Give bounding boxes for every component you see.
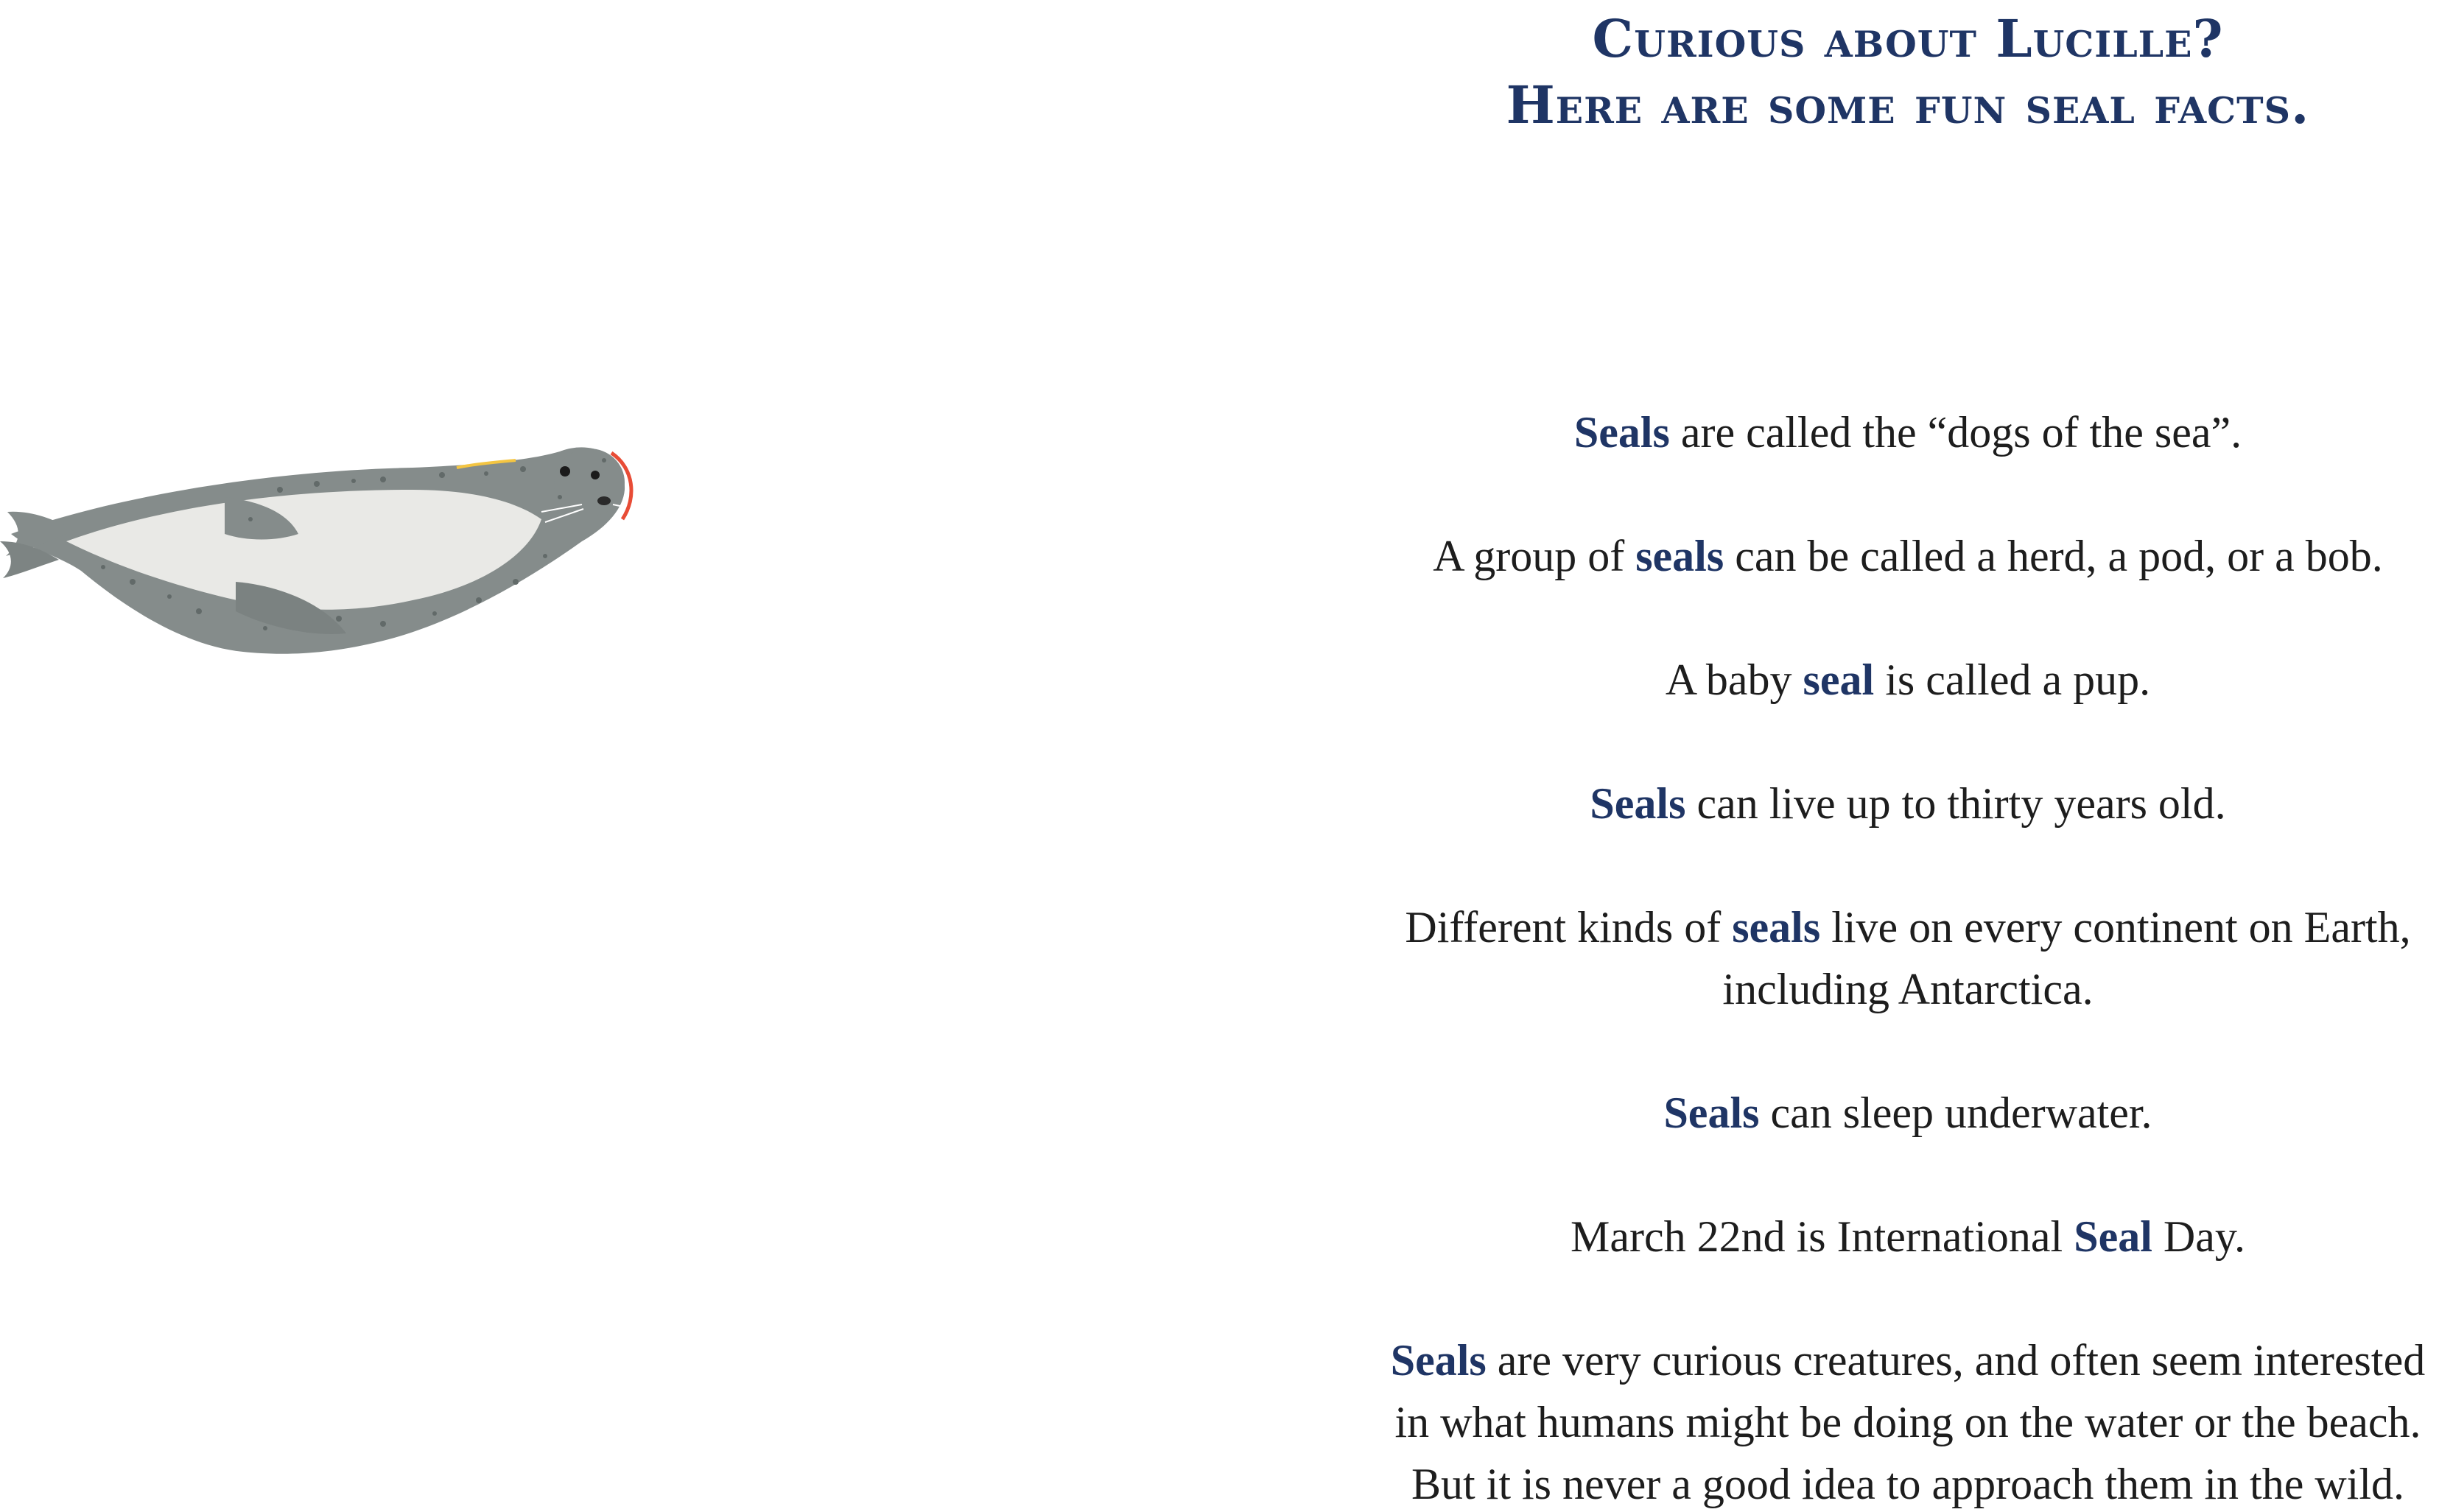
fact-text: can be called a herd, a pod, or a bob.	[1724, 532, 2383, 580]
fact-item	[1385, 401, 2431, 463]
fact-item	[1385, 525, 2431, 587]
seal-icon	[0, 431, 648, 674]
heading-line-1: Curious about Lucille?	[1592, 8, 2224, 69]
fact-keyword: seals	[1732, 903, 1821, 952]
heading-line-2: Here are some fun seal facts.	[1506, 74, 2310, 136]
fact-keyword: Seals	[1573, 408, 1670, 457]
fact-text: can live up to thirty years old.	[1685, 779, 2226, 828]
fact-item	[1385, 1329, 2431, 1512]
fact-keyword: seal	[1803, 655, 1875, 704]
fact-keyword: Seals	[1663, 1089, 1760, 1137]
fact-text: Different kinds of	[1405, 903, 1733, 952]
fact-keyword: Seal	[2074, 1212, 2152, 1261]
fact-keyword: seals	[1635, 532, 1724, 580]
fact-text: are very curious creatures, and often seem interested in what humans might be doing on the water or the beach. But it is never a good idea to approach them in the wild.	[1394, 1336, 2426, 1508]
fact-text: A baby	[1665, 655, 1803, 704]
fact-text: March 22nd is International	[1571, 1212, 2074, 1261]
fact-text: live on every continent on Earth, including Antarctica.	[1722, 903, 2411, 1013]
fact-text: Day.	[2152, 1212, 2245, 1261]
fact-text: can sleep underwater.	[1759, 1089, 2152, 1137]
fact-item	[1385, 773, 2431, 834]
fact-item	[1385, 1082, 2431, 1144]
fact-item	[1385, 1206, 2431, 1267]
page-heading	[1385, 0, 2431, 138]
fact-keyword: Seals	[1590, 779, 1686, 828]
fact-text: is called a pup.	[1874, 655, 2151, 704]
fact-text: A group of	[1433, 532, 1636, 580]
fact-list	[1385, 401, 2431, 1512]
seal-facts-panel	[1385, 0, 2431, 1512]
fact-text: are called the “dogs of the sea”.	[1669, 408, 2242, 457]
fact-keyword: Seals	[1390, 1336, 1487, 1385]
fact-item	[1385, 649, 2431, 711]
fact-item	[1385, 896, 2431, 1020]
